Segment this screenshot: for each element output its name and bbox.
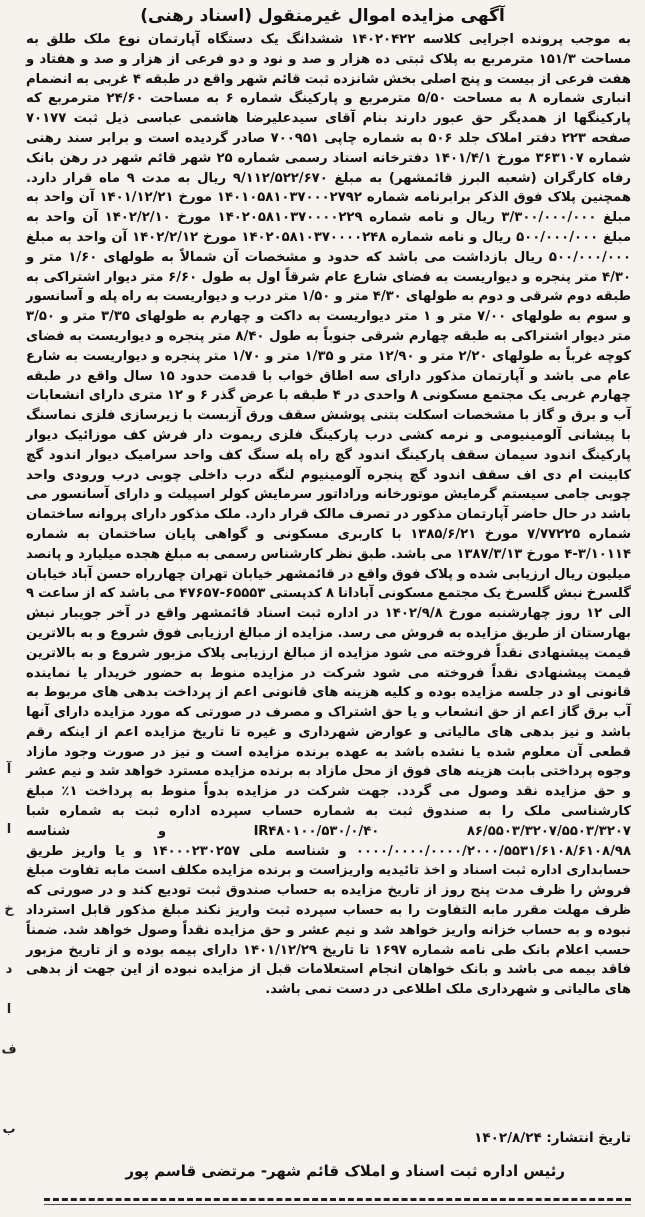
publication-date: تاریخ انتشار: ۱۴۰۲/۸/۲۴ bbox=[474, 1130, 631, 1146]
edge-fragment: آ bbox=[6, 762, 12, 777]
edge-fragment: ا bbox=[6, 822, 12, 837]
edge-fragment: ف bbox=[1, 1042, 17, 1057]
notice-title: آگهی مزایده اموال غیرمنقول (اسناد رهنی) bbox=[140, 6, 505, 26]
edge-fragment: خ bbox=[4, 902, 14, 917]
edge-fragment: ا bbox=[6, 1002, 12, 1017]
notice-body: به موجب پرونده اجرایی کلاسه ۱۴۰۲۰۴۲۲ ششدانگ یک دستگاه آپارتمان نوع ملک طلق به مساحت ۱۵۱/۳ مترمربع به پلاک ثبتی ده هزار و صد و نود و دو فرعی از هزار و صد و هفتاد و هفت فرعی از بیست و پنج اصلی بخش شانزده ثبت قائم شهر واقع در طبقه ۴ غربی به انضمام انباری شماره ۸ به مساحت ۵/۵۰ مترمربع و پارکینگ شماره ۶ به مساحت ۲۴/۶۰ مترمربع که پارکینگها از همدیگر حق عبور دارند بنام آقای سیدعلیرضا هاشمی عباسی ذیل ثبت ۷۰۱۷۷ صفحه ۲۲۳ دفتر املاک جلد ۵۰۶ به شماره چاپی ۷۰۰۹۵۱ صادر گردیده است و برابر سند رهنی شماره ۳۶۳۱۰۷ مورخ ۱۴۰۱/۴/۱ دفترخانه اسناد رسمی شماره ۲۵ شهر قائم شهر در رهن بانک رفاه کارگران (شعبه البرز قائمشهر) به مبلغ ۹/۱۱۲/۵۲۲/۶۷۰ ریال به مدت ۹ ماه قرار دارد. همچنین پلاک فوق الذکر برابرنامه شماره ۱۴۰۱۰۵۸۱۰۳۷۰۰۰۲۷۹۲ مورخ ۱۴۰۱/۱۲/۲۱ آن واحد به مبلغ ۳/۳۰۰/۰۰۰/۰۰۰ ریال و نامه شماره ۱۴۰۲۰۵۸۱۰۳۷۰۰۰۰۲۲۹ مورخ ۱۴۰۲/۲/۱۰ آن واحد به مبلغ ۵۰۰/۰۰۰/۰۰۰ ریال و نامه شماره ۱۴۰۲۰۵۸۱۰۳۷۰۰۰۰۲۴۸ مورخ ۱۴۰۲/۲/۱۲ آن واحد به مبلغ ۵۰۰/۰۰۰/۰۰۰ ریال بازداشت می باشد که حدود و مشخصات آن شمالاً به طولهای ۱/۶۰ متر و ۴/۳۰ متر پنجره و دیواریست به فضای شارع عام شرقاً اول به طول ۶/۶۰ متر دیوار اشتراکی به طبقه دوم شرقی و دوم به طولهای ۴/۳۰ متر و ۱/۵۰ متر درب و دیواریست به راه پله و آسانسور و سوم به طولهای ۷/۰۰ متر و ۱ متر دیواریست به داکت و چهارم به طولهای ۳/۳۵ متر و ۳/۵۰ متر دیوار اشتراکی به طبقه چهارم شرقی جنوباً به طول ۸/۴۰ متر پنجره و دیواریست به فضای کوچه غرباً به طولهای ۲/۲۰ متر و ۱۲/۹۰ متر و ۱/۳۵ متر و ۱/۷۰ متر پنجره و دیواریست به شارع عام می باشد و آپارتمان مذکور دارای سه اطاق خواب با قدمت حدود ۱۵ سال واقع در طبقه چهارم غربی یک مجتمع مسکونی ۸ واحدی در ۴ طبقه با عرض گذر ۶ و ۱۲ متری دارای انشعابات آب و برق و گاز با مشخصات اسکلت بتنی پوشش سقف ورق آزبست با زیرسازی فلزی نماسنگ با پیشانی آلومینیومی و نرمه کشی درب پارکینگ فلزی ریموت دار فرش کف موزائیک دیوار پارکینگ اندود سیمان سقف پارکینگ اندود گچ راه پله سنگ کف واحد سرامیک دیوار اندود گچ کابینت ام دی اف سقف اندود گچ پنجره آلومینیوم لنگه درب داخلی چوبی درب ورودی واحد چوبی جامی سیستم گرمایش موتورخانه وراداتور سرمایش کولر اسپیلت و دارای آسانسور می باشد در حال حاضر آپارتمان مذکور در تصرف مالک قرار دارد. ملک مذکور دارای پروانه ساختمان شماره ۷/۷۷۲۲۵ مورخ ۱۳۸۵/۶/۲۱ با کاربری مسکونی و گواهی پایان ساختمان به شماره ۳/۱۰۱۱۴-۴ مورخ ۱۳۸۷/۳/۱۳ می باشد. طبق نظر کارشناس رسمی به مبلغ هجده میلیارد و پانصد میلیون ریال ارزیابی شده و پلاک فوق واقع در قائمشهر خیابان تهران چهارراه حسن آباد خیابان گلسرخ نبش گلسرخ یک مجتمع مسکونی آبادانا ۸ کدپستی ۶۵۵۵۳-۴۷۶۵۷ می باشد که از ساعت ۹ الی ۱۲ روز چهارشنبه مورخ ۱۴۰۲/۹/۸ در اداره ثبت اسناد قائمشهر واقع در آخر جویبار نبش بهارستان از طریق مزایده به فروش می رسد. مزایده از مبالغ ارزیابی فوق شروع و به بالاترین قیمت پیشنهادی نقداً فروخته می شود مزایده از مبالغ ارزیابی پلاک مزبور شروع و به بالاترین قیمت پیشنهادی نقداً فروخته می شود شرکت در مزایده منوط به حضور خریدار یا نماینده قانونی او در جلسه مزایده بوده و کلیه هزینه های قانونی اعم از پرداخت بدهی های مربوط به آب برق گاز اعم از حق انشعاب و یا حق اشتراک و مصرف در صورتی که مورد مزایده دارای آنها باشد و نیز بدهی های مالیاتی و عوارض شهرداری و غیره تا تاریخ مزایده اعم از اینکه رقم قطعی آن معلوم شده یا نشده باشد به عهده برنده مزایده است و نیز در صورت وجود مازاد وجوه پرداختی بابت هزینه های فوق از محل مازاد به برنده مزایده مسترد خواهد شد و نیم عشر و حق مزایده نقد وصول می گردد. جهت شرکت در مزایده بدواً منوط به پرداخت ۱٪ مبلغ کارشناسی ملک را به صندوق ثبت به شماره حساب سپرده اداره ثبت به شماره شبا IR۴۸۰۱۰۰/۵۳۰/۰/۴۰ ۸۶/۵۵۰۳/۳۲۰۷/۵۵۰۳/۳۲۰۷ و شناسه ۰۰۰۰/۰۰۰۰/۰۰۰۰/۲۰۰۰/۵۵۳۱/۶۱۰۸/۶۱۰۸/۹۸ و شناسه ملی ۱۴۰۰۰۲۳۰۲۵۷ و یا واریز طریق حسابداری اداره ثبت اسناد و اخذ تائیدیه واریزاست و برنده مزایده مکلف است مابه تفاوت مبلغ فروش را ظرف مدت پنج روز از تاریخ مزایده به حساب صندوق ثبت تودیع کند و در صورتی که ظرف مهلت مقرر مابه التفاوت را به حساب سپرده ثبت واریز نکند مبلغ مذکور قابل استرداد نبوده و به حساب خزانه واریز خواهد شد و نیم عشر و حق مزایده نقداً وصول خواهد شد. ضمناً حسب اعلام بانک طی نامه شماره ۱۶۹۷ تا تاریخ ۱۴۰۱/۱۲/۲۹ دارای بیمه بوده و از تاریخ مزبور فاقد بیمه می باشد و بانک خواهان انجام استعلامات قبل از مزایده نبوده از این جهت از بدهی های مالیاتی و شهرداری ملک اطلاعی در دست نمی باشد. bbox=[26, 32, 632, 998]
bottom-divider-thin bbox=[44, 1204, 631, 1205]
edge-fragment: د bbox=[5, 962, 13, 977]
signature-line: رئیس اداره ثبت اسناد و املاک قائم شهر- مرتضی قاسم پور bbox=[125, 1162, 565, 1180]
bottom-divider bbox=[44, 1198, 631, 1201]
edge-fragment: ب bbox=[2, 1122, 16, 1137]
